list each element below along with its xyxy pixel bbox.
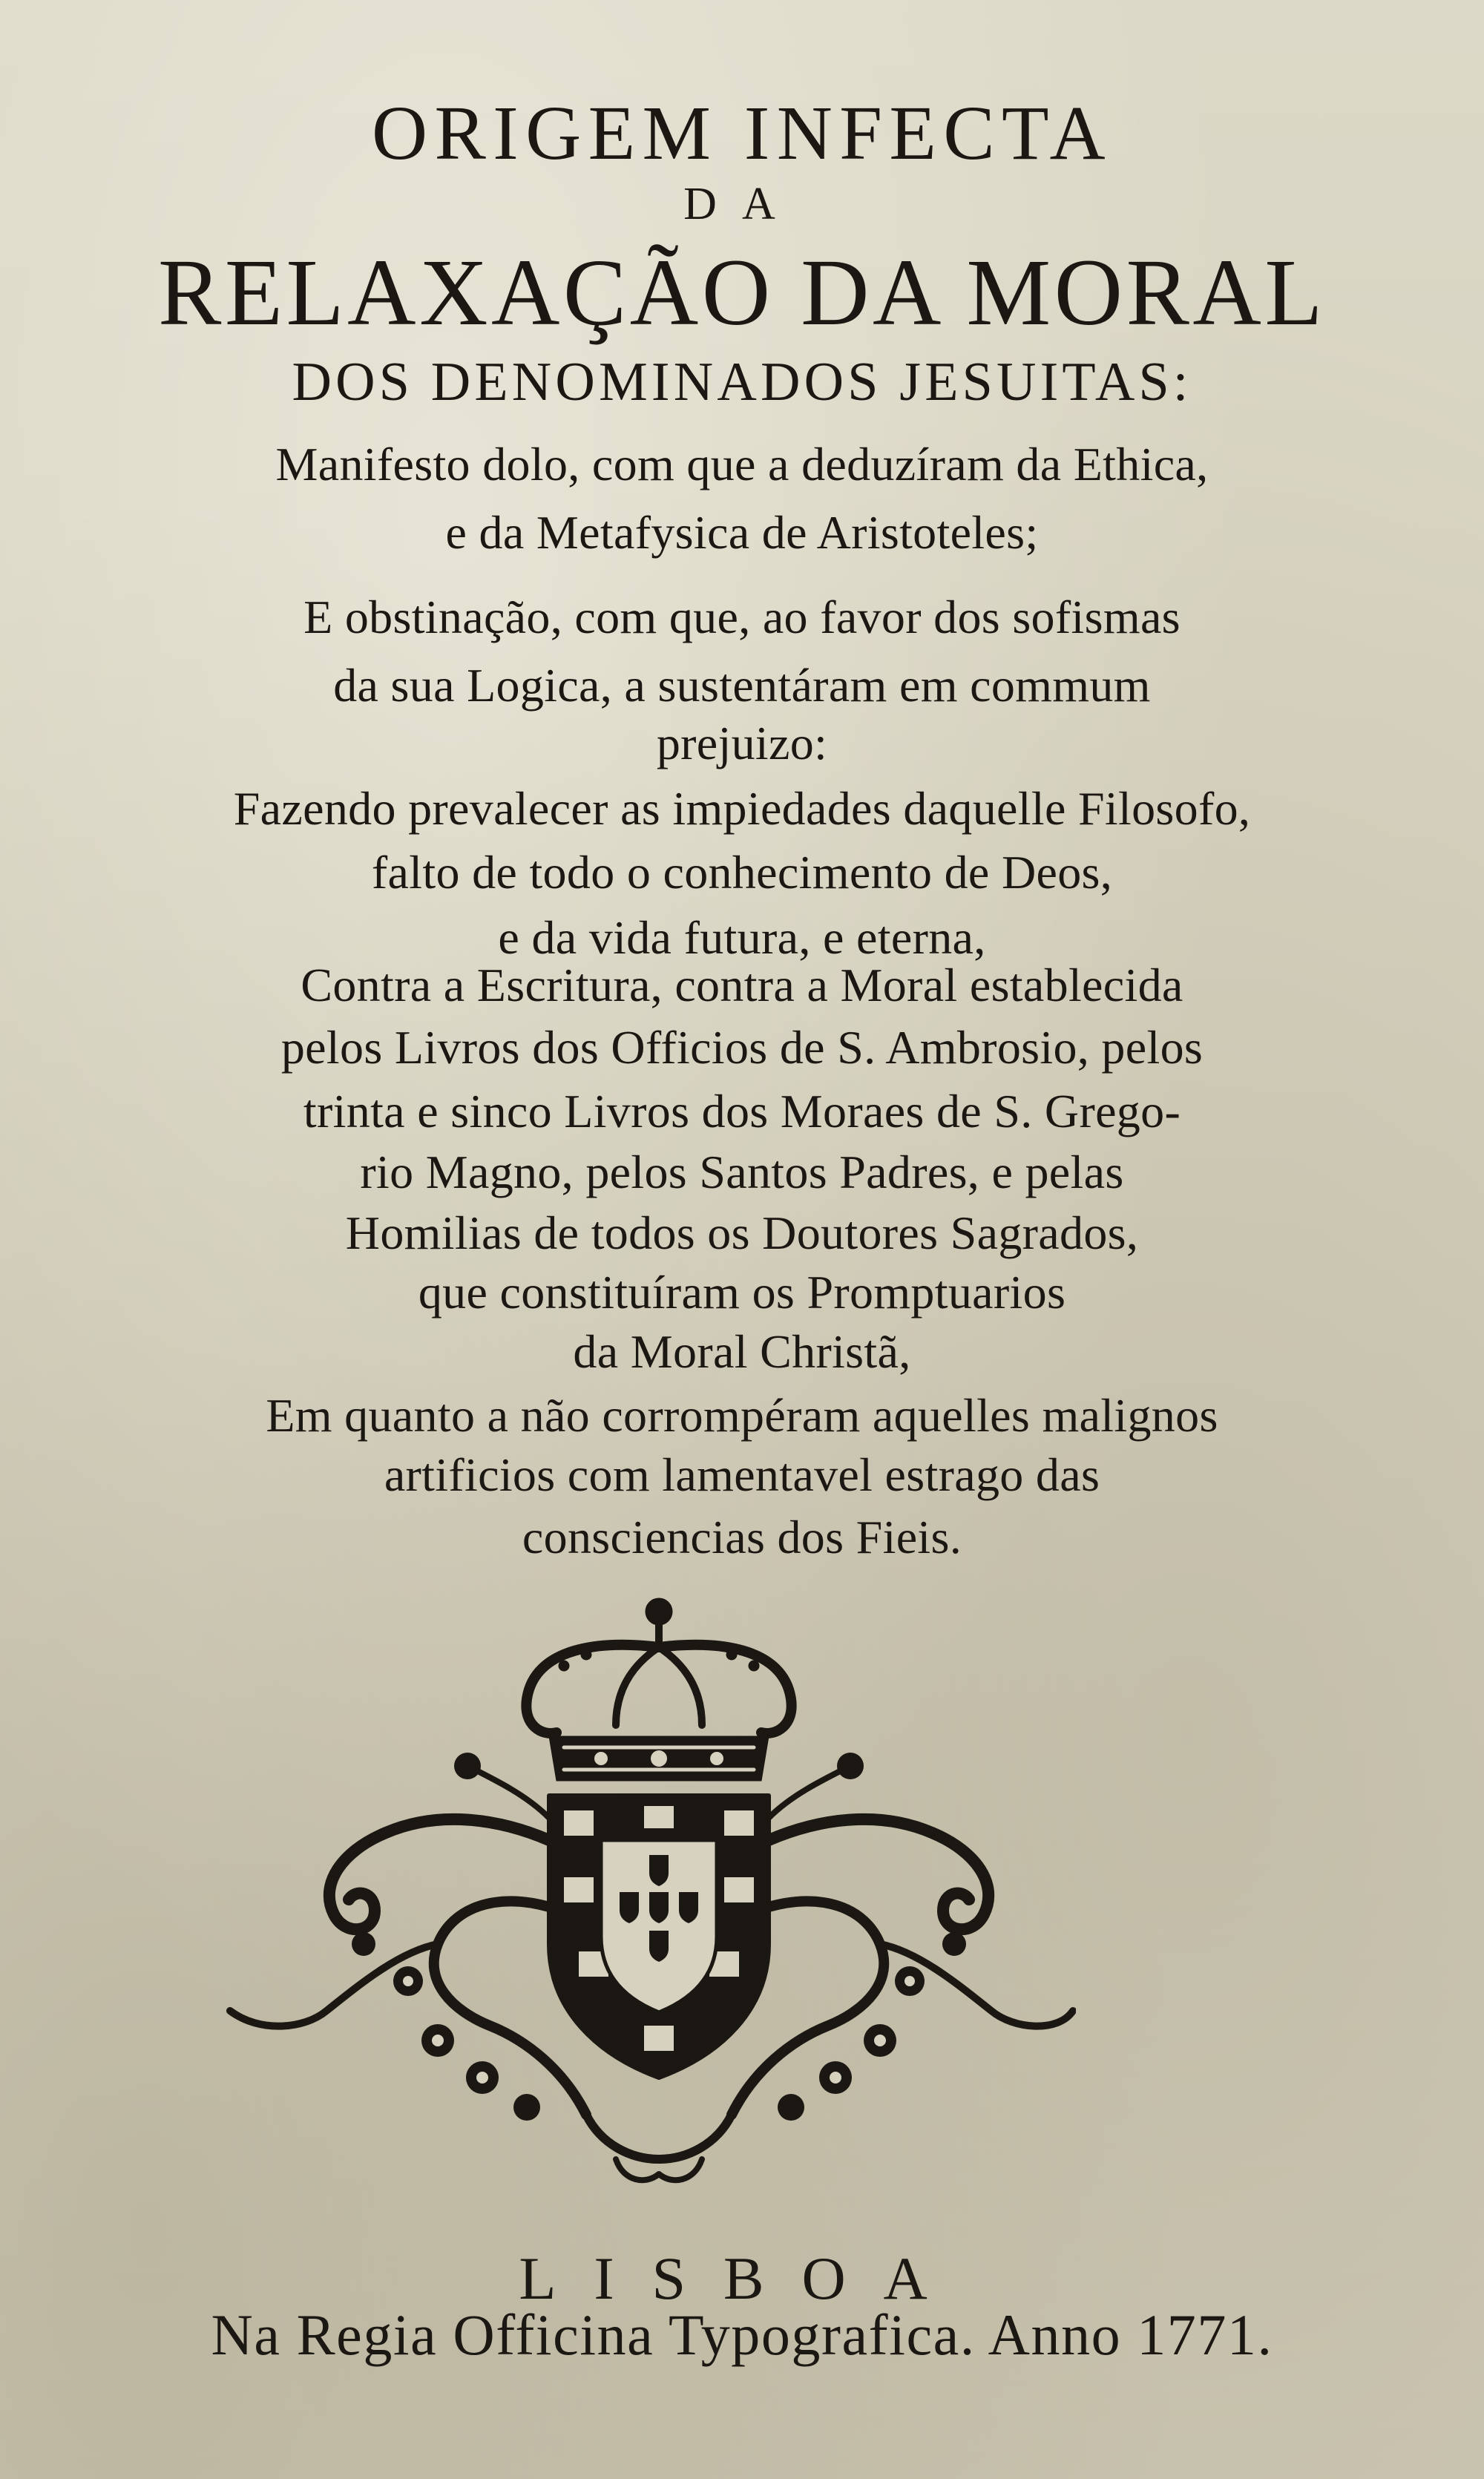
imprint-publisher: Na Regia Officina Typografica. Anno 1771. [211, 2302, 1273, 2367]
title-line-2: DA [683, 179, 801, 229]
body-line-1: Manifesto dolo, com que a deduzíram da Ethica, [275, 438, 1209, 490]
body-line-17: artificios com lamentavel estrago das [384, 1448, 1100, 1501]
title-line-3: RELAXAÇÃO DA MORAL [157, 240, 1326, 345]
body-line-5: prejuizo: [656, 717, 828, 769]
title-line-1: ORIGEM INFECTA [371, 91, 1113, 176]
body-line-3: E obstinação, com que, ao favor dos sofismas [303, 591, 1181, 643]
body-line-12: rio Magno, pelos Santos Padres, e pelas [360, 1146, 1124, 1198]
body-line-6: Fazendo prevalecer as impiedades daquelle Filosofo, [233, 782, 1251, 835]
royal-coat-of-arms-icon [215, 1595, 1076, 2189]
title-line-4: DOS DENOMINADOS JESUITAS: [292, 352, 1192, 413]
imprint-place: LISBOA [519, 2245, 965, 2312]
body-line-15: da Moral Christã, [573, 1325, 911, 1378]
body-line-10: pelos Livros dos Officios de S. Ambrosio, pelos [280, 1021, 1204, 1074]
body-line-4: da sua Logica, a sustentáram em commum [333, 659, 1151, 712]
body-line-18: consciencias dos Fieis. [522, 1511, 962, 1563]
body-line-13: Homilias de todos os Doutores Sagrados, [345, 1206, 1139, 1259]
body-line-8: e da vida futura, e eterna, [498, 911, 986, 964]
body-line-7: falto de todo o conhecimento de Deos, [371, 846, 1113, 899]
body-line-14: que constituíram os Promptuarios [418, 1266, 1066, 1319]
body-line-11: trinta e sinco Livros dos Moraes de S. Grego- [303, 1085, 1181, 1137]
body-line-16: Em quanto a não corrompéram aquelles malignos [266, 1389, 1218, 1442]
body-line-9: Contra a Escritura, contra a Moral establecida [301, 959, 1183, 1011]
body-line-2: e da Metafysica de Aristoteles; [445, 506, 1039, 559]
